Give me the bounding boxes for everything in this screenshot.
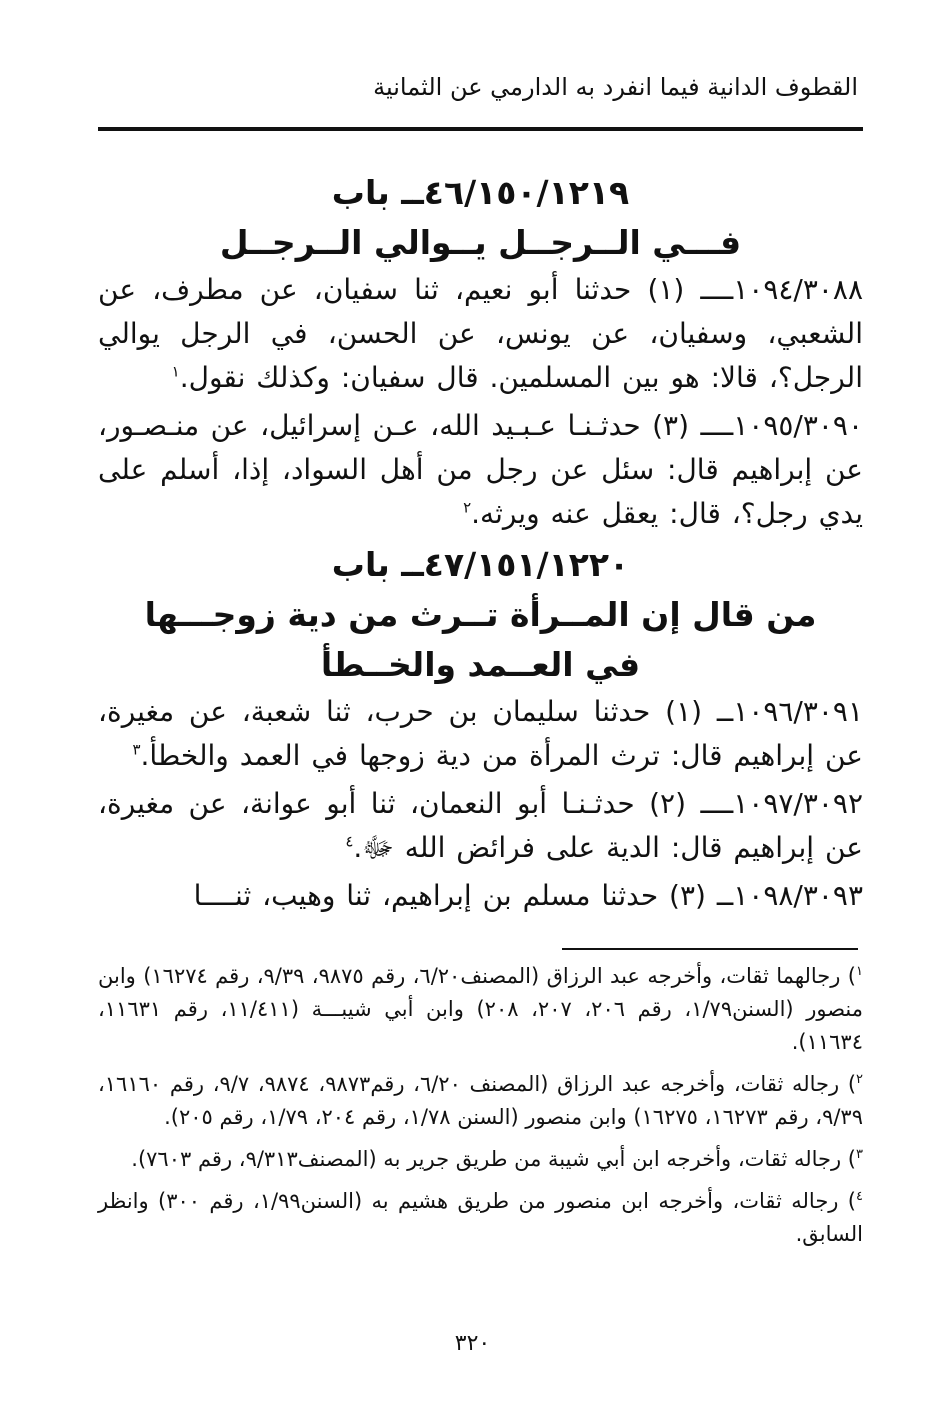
header-divider — [98, 127, 863, 131]
chapter-heading-number: ٤٧/١٥١/١٢٢٠ــ باب — [331, 545, 630, 584]
footnote-marker: ٤ — [345, 832, 354, 851]
footnote-marker: ١ — [171, 362, 180, 381]
footnote — [98, 1068, 863, 1134]
chapter-heading-title: من قال إن المــرأة تــرث من دية زوجـــها — [144, 595, 817, 634]
footnote-number: ٤ — [856, 1189, 863, 1204]
footnotes — [98, 960, 863, 1260]
footnote — [98, 1185, 863, 1251]
hadith-paragraph — [98, 782, 863, 870]
main-text — [98, 168, 863, 922]
hadith-text: ١٠٩٨/٣٠٩٣ــ (٣) حدثنا مسلم بن إبراهيم، ثنا وهيب، ثنــــا — [193, 879, 863, 912]
footnote-number: ١ — [856, 964, 863, 979]
chapter-heading-title-line2: في العــمد والخــطأ — [320, 645, 641, 684]
footnote-marker: ٢ — [463, 498, 472, 517]
hadith-text: ١٠٩٥/٣٠٩٠ــــ (٣) حدثـنـا عـبـيد الله، عـن إسرائيل، عن منـصـور، عن إبراهيم قال: سئل عن رجل من أهل السواد، إذا، أسلم على يدي رجل؟، قال: يعقل عنه ويرثه. — [98, 409, 864, 530]
chapter-heading-title: فـــي الــرجــل يــوالي الــرجــل — [219, 223, 742, 262]
footnote-text: ) رجالهما ثقات، وأخرجه عبد الرزاق (المصنف٦/٢٠، رقم ٩٨٧٥، ٩/٣٩، رقم ١٦٢٧٤) وابن منصور (السنن١/٧٩، رقم ٢٠٦، ٢٠٧، ٢٠٨) وابن أبي شيبـــة (١١/٤١١، رقم ١١٦٣١، ١١٦٣٤). — [98, 964, 863, 1054]
footnote-number: ٢ — [856, 1072, 864, 1087]
footnote-text: ) رجاله ثقات، وأخرجه ابن منصور من طريق هشيم به (السنن١/٩٩، رقم ٣٠٠) وانظر السابق. — [98, 1189, 863, 1246]
hadith-text: ١٠٩٧/٣٠٩٢ــــ (٢) حدثـنـا أبو النعمان، ثنا أبو عوانة، عن مغيرة، عن إبراهيم قال: الدية على فرائض الله ﷻ. — [98, 787, 864, 864]
footnote-text: ) رجاله ثقات، وأخرجه عبد الرزاق (المصنف ٦/٢٠، رقم٩٨٧٣، ٩٨٧٤، ٩/٧، رقم ١٦١٦٠، ٩/٣٩، رقم ١٦٢٧٣، ١٦٢٧٥) وابن منصور (السنن ١/٧٨، رقم ٢٠٤، ١/٧٩، رقم ٢٠٥). — [98, 1072, 863, 1129]
footnote — [98, 960, 863, 1059]
hadith-paragraph — [98, 404, 863, 536]
footnote-text: ) رجاله ثقات، وأخرجه ابن أبي شيبة من طريق جرير به (المصنف٩/٣١٣، رقم ٧٦٠٣). — [131, 1147, 857, 1171]
hadith-paragraph — [98, 690, 863, 778]
footnote — [98, 1143, 863, 1176]
running-header: القطوف الدانية فيما انفرد به الدارمي عن الثمانية — [373, 73, 858, 101]
hadith-paragraph — [98, 874, 863, 918]
footnote-number: ٣ — [856, 1147, 863, 1162]
hadith-text: ١٠٩٦/٣٠٩١ــ (١) حدثنا سليمان بن حرب، ثنا شعبة، عن مغيرة، عن إبراهيم قال: ترث المرأة من دية زوجها في العمد والخطأ. — [98, 695, 863, 772]
footnote-marker: ٣ — [132, 740, 141, 759]
hadith-paragraph — [98, 268, 863, 400]
hadith-text: ١٠٩٤/٣٠٨٨ــــ (١) حدثنا أبو نعيم، ثنا سفيان، عن مطرف، عن الشعبي، وسفيان، عن يونس، عن الحسن، في الرجل يوالي الرجل؟، قالا: هو بين المسلمين. قال سفيان: وكذلك نقول. — [98, 273, 863, 394]
chapter-heading-number: ٤٦/١٥٠/١٢١٩ــ باب — [331, 173, 630, 212]
page-number: ٣٢٠ — [454, 1331, 491, 1356]
footnote-divider — [562, 948, 858, 950]
